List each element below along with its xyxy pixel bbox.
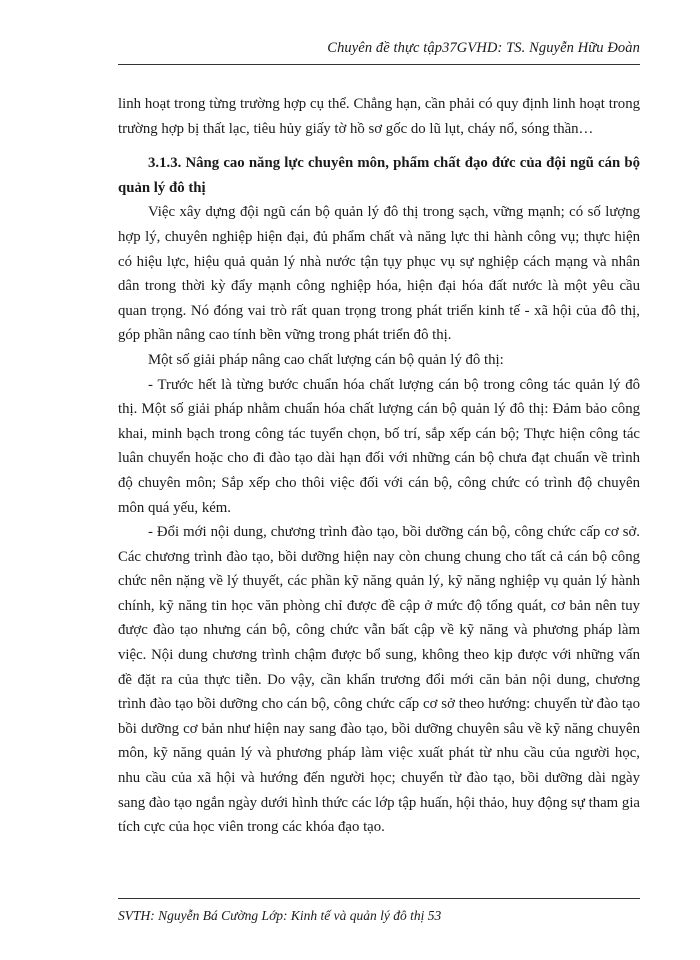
page-header: Chuyên đề thực tập37GVHD: TS. Nguyễn Hữu Đoàn: [118, 38, 640, 65]
page-footer: SVTH: Nguyễn Bá Cường Lớp: Kinh tế và quản lý đô thị 53: [118, 898, 640, 925]
paragraph-solutions-lead: Một số giải pháp nâng cao chất lượng cán bộ quản lý đô thị:: [148, 351, 504, 368]
paragraph-standardize: - Trước hết là từng bước chuẩn hóa chất lượng cán bộ trong công tác quản lý đô thị. Một số giải pháp nhằm chuẩn hóa chất lượng cán bộ quản lý đô thị: Đảm bảo công khai, minh bạch trong công tác tuyển chọn, bố trí, sắp xếp cán bộ; Thực hiện công tác luân chuyển hoặc cho đi đào tạo dài hạn đối với những cán bộ chưa đạt chuẩn về trình độ chuyên môn; Sắp xếp cho thôi việc đối với cán bộ, công chức có trình độ chuyên môn quá yếu, kém.: [118, 376, 640, 516]
paragraph-continued: linh hoạt trong từng trường hợp cụ thể. Chẳng hạn, cần phải có quy định linh hoạt trong trường hợp bị thất lạc, tiêu hủy giấy tờ hồ sơ gốc do lũ lụt, cháy nổ, sóng thần…: [118, 96, 640, 137]
paragraph-intro: Việc xây dựng đội ngũ cán bộ quản lý đô thị trong sạch, vững mạnh; có số lượng hợp lý, chuyên nghiệp hiện đại, đủ phẩm chất và năng lực thi hành công vụ; thực hiện có hiệu lực, hiệu quả quản lý nhà nước tận tụy phục vụ sự nghiệp cách mạng và nhân dân trong thời kỳ đẩy mạnh công nghiệp hóa, hiện đại hóa đất nước là một yêu cầu quan trọng. Nó đóng vai trò rất quan trọng trong phát triển kinh tế - xã hội của đô thị, góp phần nâng cao tính bền vững trong phát triển đô thị.: [118, 204, 640, 344]
paragraph-training-reform: - Đổi mới nội dung, chương trình đào tạo, bồi dưỡng cán bộ, công chức cấp cơ sở. Các chương trình đào tạo, bồi dưỡng hiện nay còn chung chung cho tất cả cán bộ công chức nên nặng về lý thuyết, các phần kỹ năng quản lý, kỹ năng nghiệp vụ quản lý hành chính, kỹ năng tin học văn phòng chỉ được đề cập ở mức độ tổng quát, cơ bản nên tuy được đào tạo nhưng cán bộ, công chức vẫn bất cập về kỹ năng và phương pháp làm việc. Nội dung chương trình chậm được bổ sung, không theo kịp được với những vấn đề đặt ra của thực tiễn. Do vậy, cần khẩn trương đổi mới căn bản nội dung, chương trình đào tạo bồi dưỡng cho cán bộ, công chức cấp cơ sở theo hướng: chuyển từ đào tạo bồi dưỡng cơ bản như hiện nay sang đào tạo, bồi dưỡng chuyên sâu về kỹ năng chuyên môn, kỹ năng quản lý và phương pháp làm việc xuất phát từ nhu cầu của người học, nhu cầu của xã hội và hướng đến người học; chuyển từ đào tạo, bồi dưỡng dài ngày sang đào tạo ngắn ngày dưới hình thức các lớp tập huấn, hội thảo, huy động sự tham gia tích cực của học viên trong các khóa đạo tạo.: [118, 524, 640, 836]
section-heading: 3.1.3. Nâng cao năng lực chuyên môn, phẩm chất đạo đức của đội ngũ cán bộ quản lý đô thị: [118, 155, 640, 196]
page-body: [118, 92, 640, 840]
